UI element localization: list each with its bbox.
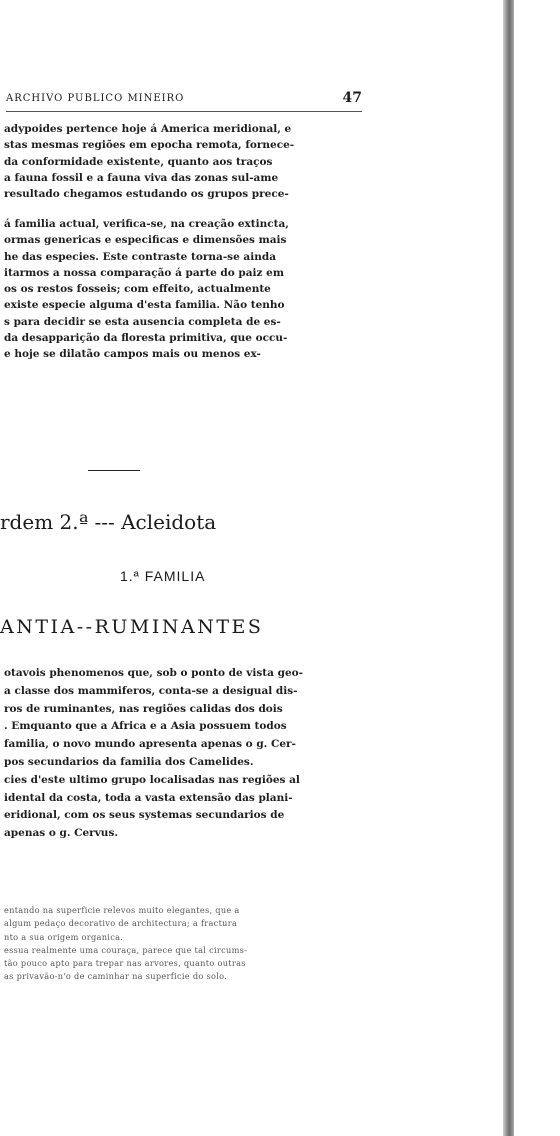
text-line: . Emquanto que a Africa e a Asia possuem todos [4, 720, 287, 733]
paragraph-1 [4, 121, 364, 202]
text-line: familia, o novo mundo apresenta apenas o g. Cer- [4, 738, 296, 751]
text-line: resultado chegamos estudando os grupos prece- [4, 188, 289, 201]
text-line: a classe dos mammiferos, conta-se a desigual dis- [4, 684, 298, 697]
page-number: 47 [342, 90, 362, 106]
text-line: a fauna fossil e a fauna viva das zonas sul-ame [4, 171, 279, 184]
footnote-line: tão pouco apto para trepar nas arvores, quanto outras [4, 958, 246, 969]
text-line: da desapparição da floresta primitiva, que occu- [4, 332, 288, 345]
page-margin [514, 0, 560, 1136]
text-line: stas mesmas regiões em epocha remota, fornece- [4, 139, 295, 152]
text-line: e hoje se dilatão campos mais ou menos ex- [4, 348, 261, 361]
text-line: ormas genericas e especificas e dimensões mais [4, 234, 287, 247]
footnote-line: entando na superficie relevos muito elegantes, que a [4, 905, 240, 915]
footnote-line: as privavão-n'o de caminhar na superficie do solo. [4, 971, 228, 982]
running-title: ARCHIVO PUBLICO MINEIRO [6, 93, 185, 104]
page-header [6, 90, 362, 110]
text-line: pos secundarios da familia dos Camelides. [4, 755, 254, 768]
text-line: os os restos fosseis; com effeito, actualmente [4, 283, 271, 296]
footnote [4, 904, 364, 984]
text-line: eridional, com os seus systemas secundarios de [4, 809, 285, 822]
footnote-line: nto a sua origem organica. [4, 931, 124, 942]
text-line: adypoides pertence hoje á America meridional, e [4, 123, 292, 135]
text-line: s para decidir se esta ausencia completa de es- [4, 315, 281, 328]
paragraph-2 [4, 216, 364, 363]
order-heading: rdem 2.ª --- Acleidota [0, 510, 217, 534]
family-name-heading: ANTIA--RUMINANTES [0, 616, 264, 638]
text-line: á familia actual, verifica-se, na creação extincta, [4, 218, 289, 230]
text-line: da conformidade existente, quanto aos traços [4, 155, 273, 168]
footnote-line: algum pedaço decorativo de architectura; a fractura [4, 918, 238, 929]
section-divider [88, 470, 140, 471]
paragraph-3 [4, 665, 364, 843]
header-rule [6, 111, 362, 112]
text-line: ros de ruminantes, nas regiões calidas dos dois [4, 702, 283, 715]
text-line: apenas o g. Cervus. [4, 827, 119, 840]
family-label: 1.ª FAMILIA [120, 568, 206, 584]
text-line: idental da costa, toda a vasta extensão das plani- [4, 791, 293, 804]
book-spine-shadow [503, 0, 514, 1136]
text-line: otavois phenomenos que, sob o ponto de vista geo- [4, 667, 304, 679]
text-line: cies d'este ultimo grupo localisadas nas regiões al [4, 773, 300, 786]
text-line: existe especie alguma d'esta familia. Não tenho [4, 299, 285, 312]
text-line: he das especies. Este contraste torna-se ainda [4, 250, 276, 263]
footnote-line: essua realmente uma couraça, parece que tal circums- [4, 944, 248, 955]
text-line: itarmos a nossa comparação á parte do paiz em [4, 266, 284, 279]
